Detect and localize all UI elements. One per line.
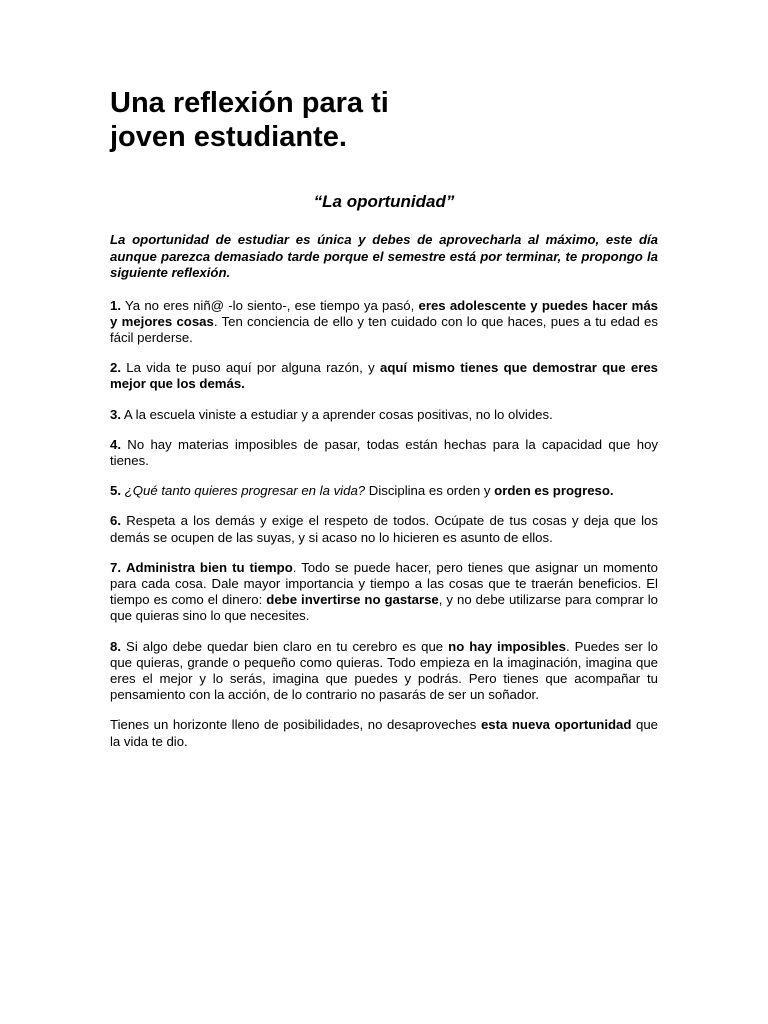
- item-number: 1.: [110, 297, 121, 313]
- title-line-1: Una reflexión para ti: [110, 87, 389, 119]
- item-number: 7.: [110, 559, 121, 575]
- item-4: 4. No hay materias imposibles de pasar, todas están hechas para la capacidad que hoy tienes.: [110, 436, 658, 468]
- subtitle: “La oportunidad”: [313, 192, 455, 211]
- item-1: 1. Ya no eres niñ@ -lo siento-, ese tiempo ya pasó, eres adolescente y puedes hacer más y mejores cosas. Ten conciencia de ello y ten cuidado con lo que haces, pues a tu edad es fácil perderse.: [110, 297, 658, 345]
- item-8: 8. Si algo debe quedar bien claro en tu cerebro es que no hay imposibles. Puedes ser lo que quieras, grande o pequeño como quieras. Todo empieza en la imaginación, imagina que eres el mejor y lo serás, imagina que puedes y podrás. Pero tienes que acompañar tu pensamiento con la acción, de lo contrario no pasarás de ser un soñador.: [110, 638, 658, 703]
- item-number: 6.: [110, 513, 121, 529]
- page-title: [110, 86, 658, 154]
- item-number: 4.: [110, 436, 121, 452]
- item-number: 3.: [110, 406, 121, 422]
- item-5: 5. ¿Qué tanto quieres progresar en la vida? Disciplina es orden y orden es progreso.: [110, 483, 614, 499]
- closing-paragraph: Tienes un horizonte lleno de posibilidades, no desaproveches esta nueva oportunidad que la vida te dio.: [110, 717, 659, 749]
- item-number: 2.: [110, 360, 121, 376]
- item-number: 8.: [110, 638, 121, 654]
- item-2: 2. La vida te puso aquí por alguna razón, y aquí mismo tienes que demostrar que eres mejor que los demás.: [110, 360, 659, 392]
- item-number: 5.: [110, 483, 121, 499]
- item-7: 7. Administra bien tu tiempo. Todo se puede hacer, pero tienes que asignar un momento para cada cosa. Dale mayor importancia y tiempo a las cosas que te traerán beneficios. El tiempo es como el dinero: debe invertirse no gastarse, y no debe utilizarse para comprar lo que quieras sino lo que necesites.: [110, 559, 658, 624]
- item-3: 3. A la escuela viniste a estudiar y a aprender cosas positivas, no lo olvides.: [110, 406, 553, 422]
- item-6: 6. Respeta a los demás y exige el respeto de todos. Ocúpate de tus cosas y deja que los demás se ocupen de las suyas, y si acaso no lo hicieren es asunto de ellos.: [110, 513, 658, 545]
- document-page: [110, 86, 658, 764]
- intro-paragraph: La oportunidad de estudiar es única y debes de aprovecharla al máximo, este día aunque parezca demasiado tarde porque el semestre está por terminar, te propongo la siguiente reflexión.: [110, 232, 658, 280]
- title-line-2: joven estudiante.: [110, 121, 347, 153]
